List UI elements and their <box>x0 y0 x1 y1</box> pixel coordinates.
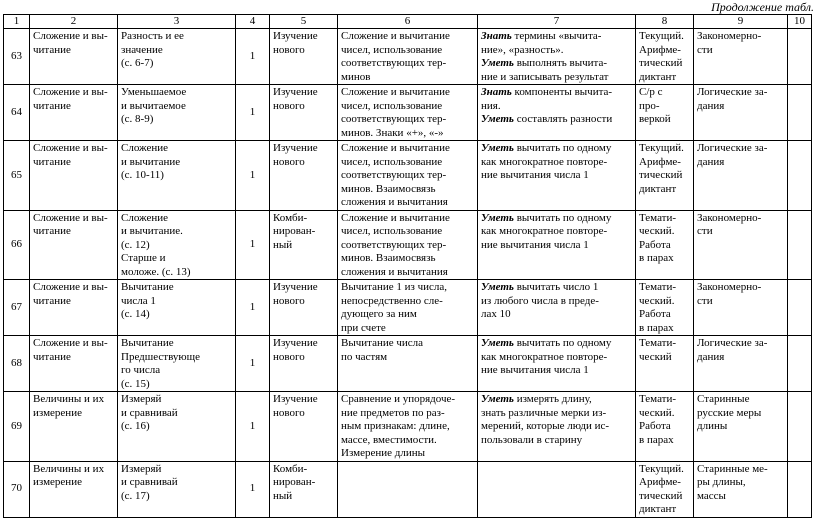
section-cell <box>30 336 118 392</box>
requirements-keyword: Уметь <box>481 57 514 69</box>
header-cell-2: 2 <box>30 15 118 29</box>
content-cell-line: ным признакам: длине, <box>341 420 450 432</box>
lesson-number: 68 <box>4 336 30 392</box>
extra-cell-line: дания <box>697 155 725 168</box>
header-row <box>4 15 812 29</box>
date-cell <box>788 280 812 336</box>
control-cell-line: в парах <box>639 252 674 264</box>
requirements-text: измерять длину, <box>513 393 592 405</box>
requirements-text: как многократное повторе- <box>481 155 608 168</box>
content-cell-line: чисел, использование <box>341 155 443 168</box>
lesson-number: 65 <box>4 141 30 211</box>
extra-cell <box>694 141 788 211</box>
lesson-number: 67 <box>4 280 30 336</box>
requirements-line <box>481 295 632 309</box>
section-cell-line: измерение <box>33 406 82 419</box>
section-cell-line: читание <box>33 99 71 112</box>
requirements-keyword: Уметь <box>481 113 514 125</box>
content-cell-line: Сложение и вычитание <box>341 30 450 42</box>
topic-cell-line: Предшествующе <box>121 350 200 363</box>
content-cell <box>338 29 478 85</box>
date-cell <box>788 85 812 141</box>
topic-cell-line: го числа <box>121 364 161 376</box>
requirements-text: ние», «разность». <box>481 43 564 56</box>
requirements-line <box>481 30 632 44</box>
extra-cell-line: дания <box>697 350 725 363</box>
requirements-text: термины «вычита- <box>511 30 602 42</box>
requirements-text: вычитать число 1 <box>513 281 599 293</box>
header-cell-10: 10 <box>788 15 812 29</box>
header-cell-4: 4 <box>236 15 270 29</box>
section-cell-line: Сложение и вы- <box>33 86 108 98</box>
content-cell-line: сложения и вычитания <box>341 265 448 278</box>
content-cell <box>338 336 478 392</box>
requirements-line <box>481 281 632 295</box>
requirements-text: вычитать по одному <box>513 142 612 154</box>
content-cell-line: соответствующих тер- <box>341 238 447 251</box>
requirements-line <box>481 142 632 156</box>
requirements-text: знать различные мерки из- <box>481 406 607 419</box>
requirements-text: ние и записывать результат <box>481 70 609 83</box>
topic-cell-line: Вычитание <box>121 337 174 349</box>
control-cell-line: Работа <box>639 308 671 320</box>
requirements-line <box>481 71 632 85</box>
lesson-type-cell-line: Изучение <box>273 86 318 98</box>
control-cell-line: Текущий. <box>639 142 684 154</box>
section-cell <box>30 210 118 280</box>
requirements-line <box>481 393 632 407</box>
requirements-cell <box>478 210 636 280</box>
table-row <box>4 29 812 85</box>
extra-cell-line: ры длины, <box>697 476 746 488</box>
hours-cell: 1 <box>236 280 270 336</box>
extra-cell-line: Логические за- <box>697 337 768 349</box>
content-cell <box>338 85 478 141</box>
date-cell <box>788 210 812 280</box>
control-cell <box>636 336 694 392</box>
requirements-cell <box>478 392 636 462</box>
topic-cell-line: (с. 12) <box>121 238 150 251</box>
requirements-line <box>481 308 632 322</box>
section-cell-line: Величины и их <box>33 462 105 475</box>
extra-cell-line: Старинные <box>697 393 750 405</box>
extra-cell-line: сти <box>697 43 713 56</box>
control-cell <box>636 85 694 141</box>
control-cell-line: диктант <box>639 70 677 83</box>
section-cell-line: Сложение и вы- <box>33 142 108 154</box>
table-row <box>4 141 812 211</box>
date-cell <box>788 29 812 85</box>
control-cell-line: Арифме- <box>639 43 681 56</box>
table-row <box>4 336 812 392</box>
lesson-type-cell <box>270 392 338 462</box>
table-continuation-caption: Продолжение табл. <box>711 0 814 14</box>
control-cell <box>636 210 694 280</box>
requirements-line <box>481 86 632 100</box>
requirements-line <box>481 337 632 351</box>
header-cell-3: 3 <box>118 15 236 29</box>
requirements-keyword: Уметь <box>481 337 514 349</box>
extra-cell-line: Закономерно- <box>697 30 762 42</box>
extra-cell-line: Закономерно- <box>697 211 762 224</box>
requirements-line <box>481 44 632 58</box>
control-cell-line: в парах <box>639 433 674 446</box>
topic-cell-line: и вычитание. <box>121 225 183 237</box>
topic-cell-line: моложе. (с. 13) <box>121 265 191 278</box>
extra-cell <box>694 85 788 141</box>
requirements-line <box>481 407 632 421</box>
requirements-keyword: Уметь <box>481 211 514 224</box>
extra-cell-line: Старинные ме- <box>697 462 768 475</box>
header-cell-5: 5 <box>270 15 338 29</box>
topic-cell <box>118 461 236 517</box>
content-cell-line: сложения и вычитания <box>341 196 448 208</box>
content-cell-line: Сложение и вычитание <box>341 142 450 154</box>
table-row <box>4 210 812 280</box>
topic-cell <box>118 210 236 280</box>
hours-cell: 1 <box>236 336 270 392</box>
date-cell <box>788 141 812 211</box>
lesson-type-cell-line: нового <box>273 43 305 56</box>
lesson-type-cell <box>270 336 338 392</box>
hours-cell: 1 <box>236 85 270 141</box>
content-cell <box>338 210 478 280</box>
requirements-line <box>481 225 632 239</box>
lesson-number: 66 <box>4 210 30 280</box>
control-cell-line: Темати- <box>639 337 677 349</box>
control-cell-line: ческий. <box>639 294 675 307</box>
topic-cell <box>118 141 236 211</box>
content-cell-line: чисел, использование <box>341 43 443 56</box>
content-cell-line: соответствующих тер- <box>341 113 447 125</box>
topic-cell <box>118 85 236 141</box>
section-cell-line: Сложение и вы- <box>33 30 108 42</box>
requirements-keyword: Уметь <box>481 142 514 154</box>
lesson-number: 63 <box>4 29 30 85</box>
lesson-type-cell <box>270 210 338 280</box>
requirements-text: ние вычитания числа 1 <box>481 169 589 181</box>
content-cell-line: чисел, использование <box>341 99 443 112</box>
lesson-type-cell-line: ный <box>273 238 293 251</box>
lesson-type-cell-line: нового <box>273 406 305 419</box>
section-cell-line: Сложение и вы- <box>33 211 108 224</box>
extra-cell <box>694 29 788 85</box>
lesson-type-cell <box>270 141 338 211</box>
topic-cell-line: Разность и ее <box>121 30 184 42</box>
content-cell-line: при счете <box>341 321 386 334</box>
requirements-text: из любого числа в преде- <box>481 294 599 307</box>
requirements-keyword: Уметь <box>481 393 514 405</box>
requirements-text: пользовали в старину <box>481 433 583 446</box>
extra-cell <box>694 392 788 462</box>
table-row <box>4 392 812 462</box>
header-cell-9: 9 <box>694 15 788 29</box>
control-cell-line: Темати- <box>639 281 677 293</box>
topic-cell-line: Уменьшаемое <box>121 86 187 98</box>
requirements-line <box>481 239 632 253</box>
lesson-type-cell-line: нового <box>273 99 305 112</box>
section-cell <box>30 392 118 462</box>
control-cell-line: диктант <box>639 182 677 195</box>
requirements-keyword: Знать <box>481 30 512 42</box>
requirements-line <box>481 351 632 365</box>
lesson-number: 69 <box>4 392 30 462</box>
topic-cell-line: (с. 6-7) <box>121 57 154 69</box>
section-cell-line: читание <box>33 294 71 307</box>
content-cell-line: минов. Знаки «+», «-» <box>341 126 444 139</box>
extra-cell-line: массы <box>697 489 726 502</box>
content-cell-line: соответствующих тер- <box>341 169 447 181</box>
content-cell-line: чисел, использование <box>341 225 443 237</box>
table-row <box>4 85 812 141</box>
hours-cell: 1 <box>236 29 270 85</box>
hours-cell: 1 <box>236 461 270 517</box>
header-cell-7: 7 <box>478 15 636 29</box>
requirements-line <box>481 169 632 183</box>
extra-cell-line: сти <box>697 225 713 237</box>
topic-cell-line: и вычитаемое <box>121 99 186 112</box>
control-cell-line: Темати- <box>639 393 677 405</box>
lesson-type-cell-line: Изучение <box>273 142 318 154</box>
requirements-text: компоненты вычита- <box>511 86 613 98</box>
extra-cell <box>694 461 788 517</box>
lesson-type-cell <box>270 85 338 141</box>
content-cell-line: Сложение и вычитание <box>341 211 450 224</box>
date-cell <box>788 336 812 392</box>
content-cell-line: минов. Взаимосвязь <box>341 252 436 264</box>
control-cell <box>636 280 694 336</box>
topic-cell <box>118 29 236 85</box>
extra-cell-line: дания <box>697 99 725 112</box>
requirements-cell <box>478 29 636 85</box>
topic-cell-line: (с. 17) <box>121 489 150 502</box>
topic-cell <box>118 336 236 392</box>
extra-cell-line: русские меры <box>697 406 762 419</box>
section-cell <box>30 85 118 141</box>
requirements-cell <box>478 461 636 517</box>
requirements-line <box>481 434 632 448</box>
date-cell <box>788 392 812 462</box>
lesson-type-cell-line: Изучение <box>273 393 318 405</box>
requirements-cell <box>478 141 636 211</box>
control-cell-line: тический <box>639 169 683 181</box>
lesson-type-cell-line: Изучение <box>273 30 318 42</box>
hours-cell: 1 <box>236 141 270 211</box>
requirements-line <box>481 212 632 226</box>
topic-cell-line: и сравнивай <box>121 406 178 419</box>
control-cell-line: С/р с <box>639 86 663 98</box>
table-row <box>4 280 812 336</box>
topic-cell-line: значение <box>121 43 163 56</box>
lesson-type-cell-line: ный <box>273 489 293 502</box>
section-cell-line: Сложение и вы- <box>33 337 108 349</box>
content-cell-line: ние предметов по раз- <box>341 406 445 419</box>
lesson-type-cell-line: нирован- <box>273 476 316 488</box>
section-cell-line: читание <box>33 43 71 56</box>
date-cell <box>788 461 812 517</box>
content-cell-line: дующего за ним <box>341 308 417 320</box>
lesson-type-cell <box>270 29 338 85</box>
content-cell-line: массе, вместимости. <box>341 433 437 446</box>
topic-cell-line: числа 1 <box>121 294 156 307</box>
requirements-line <box>481 57 632 71</box>
lesson-number: 70 <box>4 461 30 517</box>
control-cell-line: в парах <box>639 321 674 334</box>
section-cell-line: Величины и их <box>33 393 105 405</box>
extra-cell <box>694 280 788 336</box>
control-cell-line: Темати- <box>639 211 677 224</box>
lesson-type-cell-line: нового <box>273 350 305 363</box>
extra-cell <box>694 336 788 392</box>
requirements-text: ние вычитания числа 1 <box>481 364 589 376</box>
control-cell <box>636 461 694 517</box>
requirements-text: как многократное повторе- <box>481 350 608 363</box>
header-cell-6: 6 <box>338 15 478 29</box>
topic-cell-line: и сравнивай <box>121 476 178 488</box>
lesson-type-cell-line: нового <box>273 155 305 168</box>
extra-cell-line: длины <box>697 420 728 432</box>
control-cell-line: диктант <box>639 503 677 515</box>
lesson-type-cell-line: Изучение <box>273 281 318 293</box>
lesson-type-cell-line: Комби- <box>273 462 308 475</box>
table-row <box>4 461 812 517</box>
section-cell-line: Сложение и вы- <box>33 281 108 293</box>
header-cell-8: 8 <box>636 15 694 29</box>
section-cell-line: читание <box>33 350 71 363</box>
requirements-text: мерений, которые люди ис- <box>481 420 610 432</box>
topic-cell-line: Измеряй <box>121 393 162 405</box>
control-cell-line: ческий <box>639 350 672 363</box>
content-cell-line: Вычитание числа <box>341 337 424 349</box>
topic-cell-line: Вычитание <box>121 281 174 293</box>
lesson-type-cell-line: Комби- <box>273 211 308 224</box>
header-cell-1: 1 <box>4 15 30 29</box>
topic-cell <box>118 392 236 462</box>
topic-cell-line: и вычитание <box>121 155 181 168</box>
hours-cell: 1 <box>236 210 270 280</box>
requirements-text: ния. <box>481 99 501 112</box>
topic-cell-line: Старше и <box>121 252 166 264</box>
lesson-type-cell-line: нового <box>273 294 305 307</box>
lesson-type-cell-line: нирован- <box>273 225 316 237</box>
hours-cell: 1 <box>236 392 270 462</box>
extra-cell-line: Логические за- <box>697 142 768 154</box>
content-cell-line: минов <box>341 70 371 83</box>
control-cell <box>636 141 694 211</box>
extra-cell-line: Логические за- <box>697 86 768 98</box>
requirements-line <box>481 156 632 170</box>
topic-cell-line: (с. 15) <box>121 377 150 390</box>
content-cell-line: Вычитание 1 из числа, <box>341 281 448 293</box>
section-cell <box>30 29 118 85</box>
topic-cell-line: Сложение <box>121 211 169 224</box>
section-cell-line: измерение <box>33 476 82 488</box>
content-cell <box>338 461 478 517</box>
requirements-text: лах 10 <box>481 308 511 320</box>
control-cell-line: Текущий. <box>639 462 684 475</box>
requirements-cell <box>478 336 636 392</box>
lesson-number: 64 <box>4 85 30 141</box>
topic-cell-line: Сложение <box>121 142 169 154</box>
lesson-type-cell-line: Изучение <box>273 337 318 349</box>
requirements-text: выполнять вычита- <box>513 57 608 69</box>
content-cell-line: минов. Взаимосвязь <box>341 182 436 195</box>
content-cell <box>338 141 478 211</box>
topic-cell-line: (с. 16) <box>121 420 150 432</box>
control-cell-line: про- <box>639 99 660 112</box>
requirements-text: вычитать по одному <box>513 211 612 224</box>
control-cell-line: тический <box>639 57 683 69</box>
content-cell-line: Сравнение и упорядоче- <box>341 393 456 405</box>
requirements-line <box>481 100 632 114</box>
section-cell <box>30 141 118 211</box>
content-cell-line: соответствующих тер- <box>341 57 447 69</box>
section-cell <box>30 280 118 336</box>
control-cell-line: веркой <box>639 113 671 125</box>
requirements-text: ние вычитания числа 1 <box>481 238 589 251</box>
extra-cell-line: Закономерно- <box>697 281 762 293</box>
requirements-cell <box>478 85 636 141</box>
requirements-line <box>481 113 632 127</box>
requirements-text: как многократное повторе- <box>481 225 608 237</box>
extra-cell <box>694 210 788 280</box>
requirements-keyword: Знать <box>481 86 512 98</box>
control-cell-line: Текущий. <box>639 30 684 42</box>
topic-cell-line: (с. 10-11) <box>121 169 164 181</box>
content-cell-line: непосредственно сле- <box>341 294 443 307</box>
section-cell-line: читание <box>33 225 71 237</box>
requirements-text: вычитать по одному <box>513 337 612 349</box>
section-cell <box>30 461 118 517</box>
control-cell <box>636 392 694 462</box>
requirements-line <box>481 364 632 378</box>
lesson-plan-table <box>3 14 812 518</box>
requirements-line <box>481 420 632 434</box>
content-cell-line: Сложение и вычитание <box>341 86 450 98</box>
extra-cell-line: сти <box>697 294 713 307</box>
topic-cell-line: (с. 8-9) <box>121 113 154 125</box>
control-cell-line: ческий. <box>639 406 675 419</box>
content-cell <box>338 392 478 462</box>
control-cell-line: Арифме- <box>639 155 681 168</box>
control-cell <box>636 29 694 85</box>
topic-cell-line: Измеряй <box>121 462 162 475</box>
content-cell-line: по частям <box>341 350 388 363</box>
topic-cell-line: (с. 14) <box>121 308 150 320</box>
content-cell-line: Измерение длины <box>341 447 426 459</box>
control-cell-line: Работа <box>639 420 671 432</box>
requirements-text: составлять разности <box>513 113 613 125</box>
content-cell <box>338 280 478 336</box>
control-cell-line: ческий. <box>639 225 675 237</box>
requirements-cell <box>478 280 636 336</box>
control-cell-line: тический <box>639 489 683 502</box>
section-cell-line: читание <box>33 155 71 168</box>
control-cell-line: Работа <box>639 238 671 251</box>
requirements-keyword: Уметь <box>481 281 514 293</box>
topic-cell <box>118 280 236 336</box>
lesson-type-cell <box>270 461 338 517</box>
lesson-type-cell <box>270 280 338 336</box>
control-cell-line: Арифме- <box>639 476 681 488</box>
